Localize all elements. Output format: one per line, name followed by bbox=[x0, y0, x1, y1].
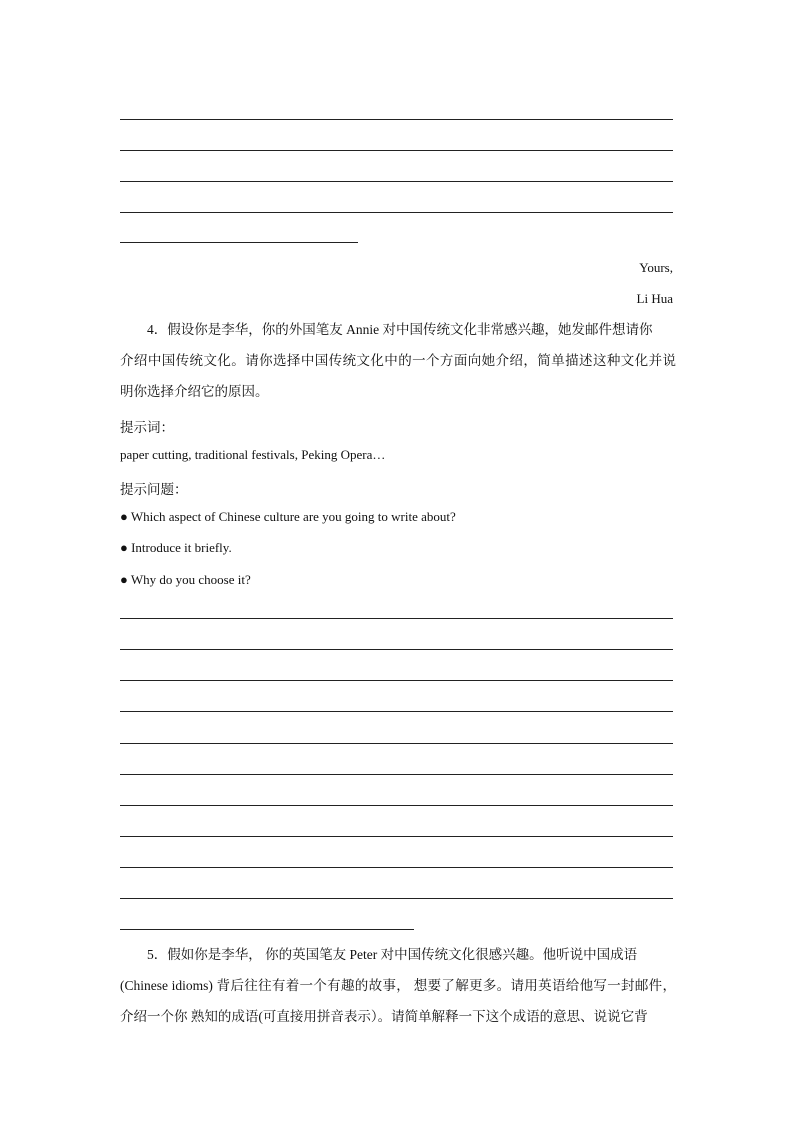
hint-question: ● Which aspect of Chinese culture are you going to write about? bbox=[120, 509, 456, 524]
letter-closing: Yours, bbox=[639, 260, 673, 275]
letter-signature: Li Hua bbox=[636, 291, 673, 306]
answer-line-short bbox=[120, 929, 414, 930]
answer-line bbox=[120, 680, 673, 681]
answer-line bbox=[120, 618, 673, 619]
question-5-line: 5．假如你是李华， 你的英国笔友 Peter 对中国传统文化很感兴趣。他听说中国成语 bbox=[147, 947, 638, 962]
answer-line bbox=[120, 711, 673, 712]
answer-line bbox=[120, 649, 673, 650]
question-4-line: 明你选择介绍它的原因。 bbox=[120, 384, 269, 399]
answer-line bbox=[120, 119, 673, 120]
question-5-prompt bbox=[120, 939, 676, 1032]
answer-line bbox=[120, 867, 673, 868]
hint-question: ● Why do you choose it? bbox=[120, 572, 251, 587]
question-4-line: 4．假设你是李华，你的外国笔友 Annie 对中国传统文化非常感兴趣，她发邮件想请你 bbox=[147, 322, 653, 337]
answer-line-short bbox=[120, 242, 358, 243]
hint-words-label: 提示词： bbox=[120, 420, 174, 435]
hint-questions-label: 提示问题： bbox=[120, 482, 188, 497]
answer-line bbox=[120, 836, 673, 837]
question-4-prompt bbox=[120, 314, 676, 407]
hint-question: ● Introduce it briefly. bbox=[120, 540, 232, 555]
question-5-line: (Chinese idioms) 背后往往有着一个有趣的故事， 想要了解更多。请用英语给他写一封邮件， bbox=[120, 978, 676, 993]
answer-line bbox=[120, 181, 673, 182]
hint-words: paper cutting, traditional festivals, Peking Opera… bbox=[120, 447, 386, 462]
answer-line bbox=[120, 150, 673, 151]
answer-line bbox=[120, 805, 673, 806]
answer-line bbox=[120, 743, 673, 744]
answer-line bbox=[120, 774, 673, 775]
question-5-line: 介绍一个你 熟知的成语(可直接用拼音表示）。请简单解释一下这个成语的意思、说说它背 bbox=[120, 1009, 648, 1024]
question-4-line: 介绍中国传统文化。请你选择中国传统文化中的一个方面向她介绍，简单描述这种文化并说 bbox=[120, 353, 676, 368]
answer-line bbox=[120, 898, 673, 899]
answer-line bbox=[120, 212, 673, 213]
